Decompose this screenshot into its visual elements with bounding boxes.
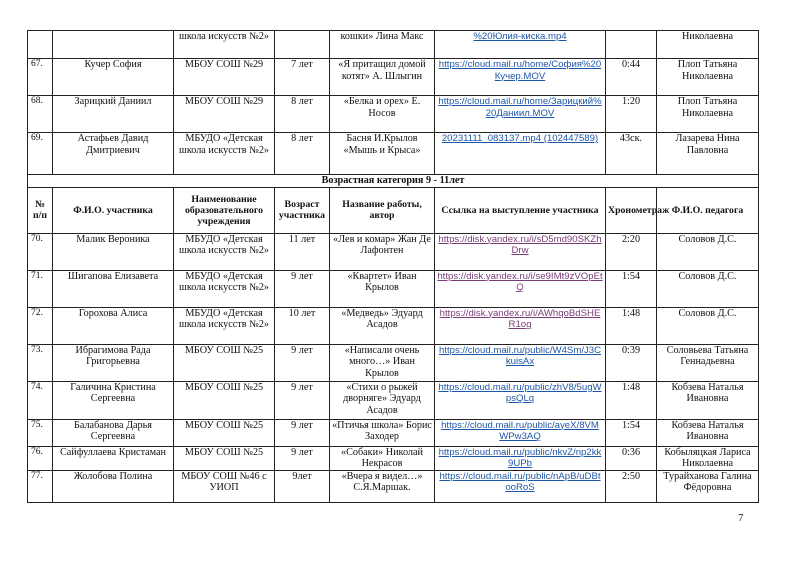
cell-school: школа искусств №2» [174, 31, 275, 59]
table-row [28, 96, 759, 133]
cell-name: Ибрагимова Рада Григорьевна [53, 344, 174, 381]
cell-school: МБУДО «Детская школа искусств №2» [174, 233, 275, 270]
cell-duration: 2:50 [606, 470, 657, 502]
cell-teacher: Николаевна [657, 31, 759, 59]
video-link[interactable]: 20231111_083137.mp4 (102447589) [441, 133, 599, 144]
table-row [28, 233, 759, 270]
cell-school: МБУДО «Детская школа искусств №2» [174, 133, 275, 175]
video-link[interactable]: https://disk.yandex.ru/i/sD5md90SKZhDrw [438, 233, 602, 257]
cell-age: 7 лет [275, 59, 330, 96]
cell-school: МБОУ СОШ №25 [174, 419, 275, 446]
cell-num: 67. [28, 59, 53, 96]
cell-age: 8 лет [275, 133, 330, 175]
video-link[interactable]: https://cloud.mail.ru/home/Зарицкий%20Даниил.MOV [438, 96, 602, 119]
table-row [28, 446, 759, 470]
cell-name: Горохова Алиса [53, 307, 174, 344]
cell-school: МБУДО «Детская школа искусств №2» [174, 270, 275, 307]
video-link[interactable]: https://disk.yandex.ru/i/se9IMt9zVOpEtQ [437, 270, 603, 294]
cell-duration: 1:54 [606, 419, 657, 446]
header-num: № п/п [28, 187, 53, 233]
cell-link [435, 233, 606, 270]
cell-name: Кучер София [53, 59, 174, 96]
section-title: Возрастная категория 9 - 11лет [28, 175, 759, 188]
cell-link [435, 31, 606, 59]
cell-teacher: Плоп Татьяна Николаевна [657, 96, 759, 133]
cell-link [435, 344, 606, 381]
cell-teacher: Лазарева Нина Павловна [657, 133, 759, 175]
cell-duration [606, 31, 657, 59]
header-name: Ф.И.О. участника [53, 187, 174, 233]
cell-work: «Медведь» Эдуард Асадов [330, 307, 435, 344]
cell-link [435, 307, 606, 344]
cell-link [435, 59, 606, 96]
cell-age: 11 лет [275, 233, 330, 270]
table-row [28, 59, 759, 96]
cell-work: «Белка и орех» Е. Носов [330, 96, 435, 133]
header-school: Наименование образовательного учреждения [174, 187, 275, 233]
cell-teacher: Кобыляцкая Лариса Николаевна [657, 446, 759, 470]
cell-duration: 1:54 [606, 270, 657, 307]
top-rows [28, 31, 759, 175]
cell-age: 9лет [275, 470, 330, 502]
cell-duration: 1:48 [606, 381, 657, 419]
cell-num: 71. [28, 270, 53, 307]
cell-age: 9 лет [275, 446, 330, 470]
video-link[interactable]: https://cloud.mail.ru/public/nkvZ/np2kk9UPb [438, 446, 602, 470]
cell-name: Зарицкий Даниил [53, 96, 174, 133]
cell-school: МБОУ СОШ №29 [174, 59, 275, 96]
cell-work: «Я притащил домой котят» А. Шлыгин [330, 59, 435, 96]
cell-work: «Написали очень много…» Иван Крылов [330, 344, 435, 381]
video-link[interactable]: https://disk.yandex.ru/i/AWhqoBdSHER1og [439, 307, 601, 331]
cell-teacher: Соловов Д.С. [657, 307, 759, 344]
cell-age: 9 лет [275, 419, 330, 446]
table-row [28, 307, 759, 344]
video-link[interactable]: %20Юлия-киска.mp4 [473, 31, 567, 42]
cell-age: 9 лет [275, 344, 330, 381]
cell-school: МБОУ СОШ №46 с УИОП [174, 470, 275, 502]
cell-link [435, 381, 606, 419]
video-link[interactable]: https://cloud.mail.ru/public/zhV8/5ugWpsQLq [438, 381, 602, 405]
cell-link [435, 419, 606, 446]
page-number: 7 [738, 512, 744, 524]
table-row [28, 381, 759, 419]
cell-num: 77. [28, 470, 53, 502]
cell-link [435, 133, 606, 175]
cell-num: 70. [28, 233, 53, 270]
cell-duration: 43ск. [606, 133, 657, 175]
cell-num: 74. [28, 381, 53, 419]
cell-name: Галичина Кристина Сергеевна [53, 381, 174, 419]
cell-school: МБОУ СОШ №25 [174, 381, 275, 419]
video-link[interactable]: https://cloud.mail.ru/public/nApB/uDBtooRoS [439, 470, 601, 494]
header-work: Название работы, автор [330, 187, 435, 233]
cell-num [28, 31, 53, 59]
cell-work: Басня И.Крылов «Мышь и Крыса» [330, 133, 435, 175]
cell-duration: 1:48 [606, 307, 657, 344]
cell-link [435, 446, 606, 470]
cell-school: МБУДО «Детская школа искусств №2» [174, 307, 275, 344]
header-link: Ссылка на выступление участника [435, 187, 606, 233]
video-link[interactable]: https://cloud.mail.ru/public/ayeX/8VMWPw3AQ [441, 419, 599, 443]
table-row [28, 133, 759, 175]
header-age: Возраст участника [275, 187, 330, 233]
cell-name: Астафьев Давид Дмитриевич [53, 133, 174, 175]
table-row [28, 470, 759, 502]
cell-num: 68. [28, 96, 53, 133]
table-row [28, 270, 759, 307]
cell-num: 75. [28, 419, 53, 446]
cell-duration: 0:36 [606, 446, 657, 470]
cell-name [53, 31, 174, 59]
cell-duration: 1:20 [606, 96, 657, 133]
header-row [28, 187, 759, 233]
cell-age: 8 лет [275, 96, 330, 133]
cell-name: Сайфуллаева Кристаман [53, 446, 174, 470]
cell-link [435, 96, 606, 133]
cell-work: «Собаки» Николай Некрасов [330, 446, 435, 470]
main-rows [28, 233, 759, 502]
cell-school: МБОУ СОШ №25 [174, 344, 275, 381]
cell-teacher: Соловьева Татьяна Геннадьевна [657, 344, 759, 381]
cell-num: 69. [28, 133, 53, 175]
cell-name: Малик Вероника [53, 233, 174, 270]
cell-name: Балабанова Дарья Сергеевна [53, 419, 174, 446]
cell-teacher: Турайханова Галина Фёдоровна [657, 470, 759, 502]
cell-school: МБОУ СОШ №29 [174, 96, 275, 133]
cell-num: 73. [28, 344, 53, 381]
cell-link [435, 270, 606, 307]
cell-name: Шигапова Елизавета [53, 270, 174, 307]
cell-work: кошки» Лина Макс [330, 31, 435, 59]
header-duration: Хронометраж [606, 187, 657, 233]
cell-name: Жолобова Полина [53, 470, 174, 502]
table-row [28, 419, 759, 446]
cell-teacher: Кобзева Наталья Ивановна [657, 381, 759, 419]
section-row [28, 175, 759, 188]
cell-teacher: Соловов Д.С. [657, 270, 759, 307]
cell-link [435, 470, 606, 502]
video-link[interactable]: https://cloud.mail.ru/home/София%20Кучер.MOV [438, 59, 602, 82]
cell-duration: 2:20 [606, 233, 657, 270]
cell-age [275, 31, 330, 59]
cell-age: 9 лет [275, 381, 330, 419]
cell-work: «Вчера я видел…» С.Я.Маршак. [330, 470, 435, 502]
cell-age: 10 лет [275, 307, 330, 344]
cell-num: 72. [28, 307, 53, 344]
header-teacher: Ф.И.О. педагога [657, 187, 759, 233]
cell-num: 76. [28, 446, 53, 470]
cell-duration: 0:39 [606, 344, 657, 381]
video-link[interactable]: https://cloud.mail.ru/public/W4Sm/J3CkuisAx [438, 344, 602, 368]
cell-work: «Квартет» Иван Крылов [330, 270, 435, 307]
table-row [28, 344, 759, 381]
cell-age: 9 лет [275, 270, 330, 307]
cell-work: «Птичья школа» Борис Заходер [330, 419, 435, 446]
cell-work: «Лев и комар» Жан Де Лафонтен [330, 233, 435, 270]
cell-school: МБОУ СОШ №25 [174, 446, 275, 470]
table-row [28, 31, 759, 59]
cell-work: «Стихи о рыжей дворняге» Эдуард Асадов [330, 381, 435, 419]
participants-table [27, 30, 759, 503]
cell-teacher: Соловов Д.С. [657, 233, 759, 270]
cell-teacher: Плоп Татьяна Николаевна [657, 59, 759, 96]
cell-duration: 0:44 [606, 59, 657, 96]
cell-teacher: Кобзева Наталья Ивановна [657, 419, 759, 446]
